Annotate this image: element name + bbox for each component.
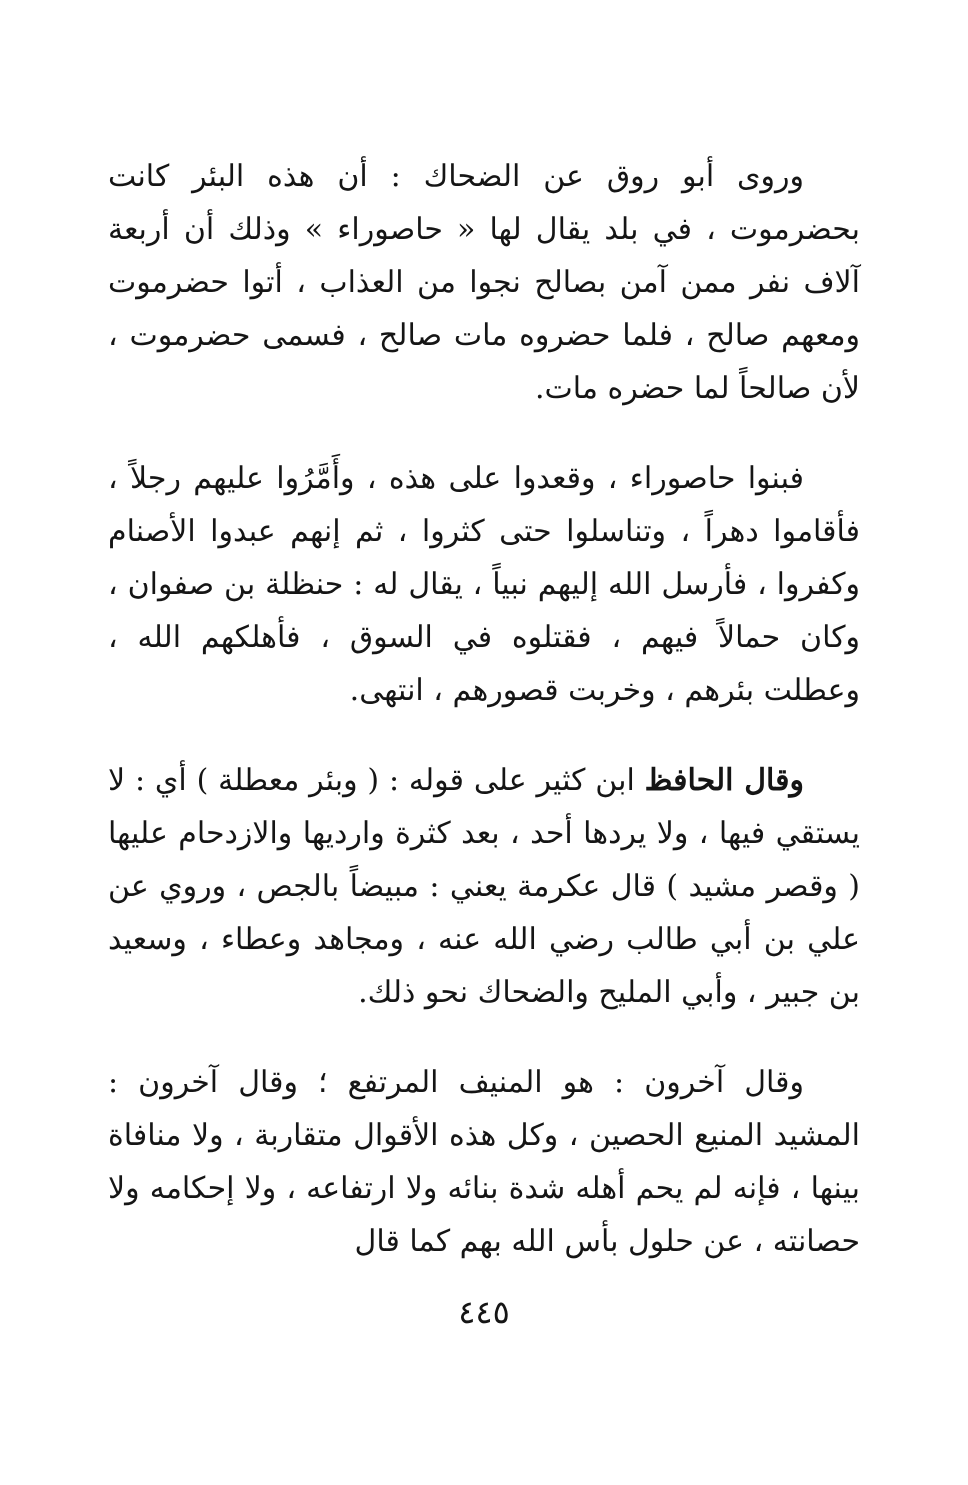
page-body bbox=[108, 150, 860, 1305]
paragraph-4 bbox=[108, 1056, 860, 1268]
paragraph-3-lead: وقال الحافظ bbox=[644, 763, 804, 798]
paragraph-3 bbox=[108, 754, 860, 1019]
paragraph-1-text: وروى أبو روق عن الضحاك : أن هذه البئر كانت بحضرموت ، في بلد يقال لها « حاصوراء » وذلك أن أربعة آلاف نفر ممن آمن بصالح نجوا من العذاب ، أتوا حضرموت ومعهم صالح ، فلما حضروه مات صالح ، فسمى حضرموت ، لأن صالحاً لما حضره مات. bbox=[108, 159, 861, 406]
paragraph-2 bbox=[108, 452, 860, 717]
paragraph-4-text: وقال آخرون : هو المنيف المرتفع ؛ وقال آخرون : المشيد المنيع الحصين ، وكل هذه الأقوال متقاربة ، ولا منافاة بينها ، فإنه لم يحم أهله شدة بنائه ولا ارتفاعه ، ولا إحكامه ولا حصانته ، عن حلول بأس الله بهم كما قال bbox=[108, 1065, 860, 1259]
paragraph-2-text: فبنوا حاصوراء ، وقعدوا على هذه ، وأَمَّرُوا عليهم رجلاً ، فأقاموا دهراً ، وتناسلوا حتى كثروا ، ثم إنهم عبدوا الأصنام وكفروا ، فأرسل الله إليهم نبياً ، يقال له : حنظلة بن صفوان ، وكان حمالاً فيهم ، فقتلوه في السوق ، فأهلكهم الله ، وعطلت بئرهم ، وخربت قصورهم ، انتهى. bbox=[108, 461, 860, 708]
paragraph-3-text: ابن كثير على قوله : ( وبئر معطلة ) أي : لا يستقي فيها ، ولا يردها أحد ، بعد كثرة وارديها والازدحام عليها ( وقصر مشيد ) قال عكرمة يعني : مبيضاً بالجص ، وروي عن علي بن أبي طالب رضي الله عنه ، ومجاهد وعطاء ، وسعيد بن جبير ، وأبي المليح والضحاك نحو ذلك. bbox=[108, 763, 860, 1010]
paragraph-1 bbox=[108, 150, 860, 415]
page-number: ٤٤٥ bbox=[458, 1293, 510, 1331]
